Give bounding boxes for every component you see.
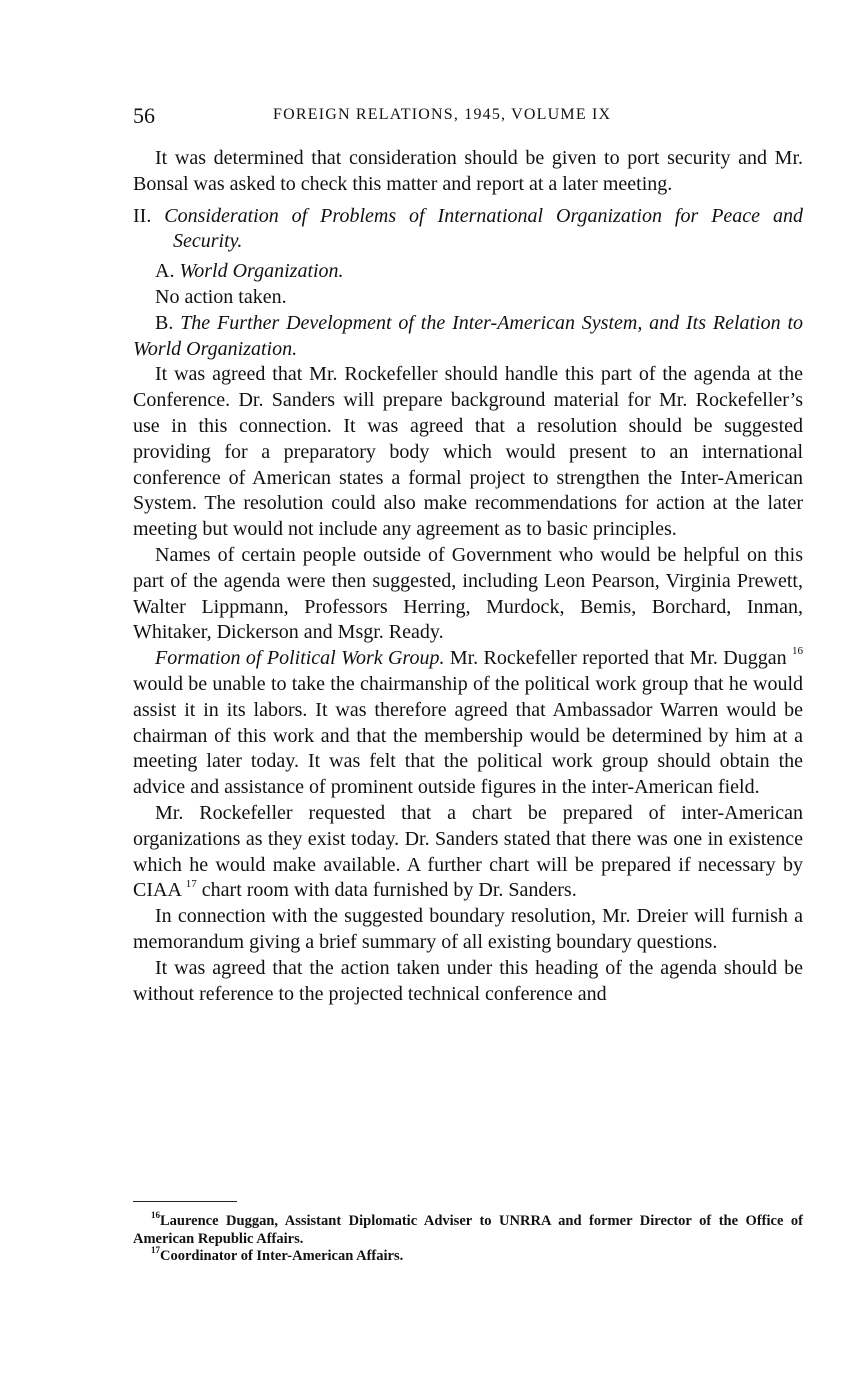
body-text <box>133 146 803 1007</box>
section-label: II. <box>133 204 152 227</box>
subsection-heading-b <box>133 311 803 363</box>
footnote-ref-17: 17 <box>185 877 197 890</box>
paragraph-rockefeller: It was agreed that Mr. Rockefeller should handle this part of the agenda at the Conference. Dr. Sanders will prepare background material for Mr. Rockefeller’s use in this connection. It was agreed that a resolution should be suggested providing for a preparatory body which would present to an international conference of American states a formal project to strengthen the Inter-American System. The resolution could also make recommendations for action at the later meeting but would not include any agreement as to basic principles. <box>133 363 803 541</box>
footnotes <box>133 1210 803 1266</box>
running-title: FOREIGN RELATIONS, 1945, VOLUME IX <box>273 106 612 123</box>
footnote-17: $^{17}$Coordinator of Inter-American Affairs. <box>151 1245 404 1264</box>
paragraph-formation: Formation of Political Work Group. Mr. Rockefeller reported that Mr. Duggan $^{16}$ would be unable to take the chairmanship of the political work group that he would assist it in its labors. It was therefore agreed that Ambassador Warren would be chairman of this work and that the membership would be determined by him at a meeting later today. It was felt that the political work group should obtain the advice and assistance of prominent outside figures in the inter-American field. <box>133 645 803 799</box>
footnote-divider <box>133 1201 237 1202</box>
paragraph-names: Names of certain people outside of Government who would be helpful on this part of the agenda were then suggested, including Leon Pearson, Virginia Prewett, Walter Lippmann, Professors Herring, Murdock, Bemis, Borchard, Inman, Whitaker, Dickerson and Msgr. Ready. <box>133 543 803 644</box>
paragraph-chart: Mr. Rockefeller requested that a chart be prepared of inter-American organizations as they exist today. Dr. Sanders stated that there was one in existence which he would make available. A further chart will be prepared if necessary by CIAA $^{17}$ chart room with data furnished by Dr. Sanders. <box>133 801 803 902</box>
page-number: 56 <box>133 103 155 128</box>
footnote-ref-16: 16 <box>792 645 803 658</box>
subsection-label: B. <box>155 311 174 334</box>
subsection-label: A. <box>155 260 175 283</box>
page-header <box>133 103 803 129</box>
subsection-title: World Organization. <box>179 260 344 283</box>
paragraph-no-action: No action taken. <box>155 285 287 308</box>
section-title: Consideration of Problems of International Organization for Peace and Security. <box>164 204 804 253</box>
section-heading-ii <box>133 204 803 256</box>
footnote-16: $^{16}$Laurence Duggan, Assistant Diplomatic Adviser to UNRRA and former Director of the Office of American Republic Affairs. <box>133 1210 803 1247</box>
subsection-heading-a <box>133 259 803 285</box>
paragraph-boundary: In connection with the suggested boundary resolution, Mr. Dreier will furnish a memorandum giving a brief summary of all existing boundary questions. <box>133 905 803 953</box>
paragraph-port-security: It was determined that consideration should be given to port security and Mr. Bonsal was asked to check this matter and report at a later meeting. <box>133 147 803 195</box>
paragraph-final: It was agreed that the action taken under this heading of the agenda should be without reference to the projected technical conference and <box>133 956 803 1005</box>
subsection-title: The Further Development of the Inter-American System, and Its Relation to World Organization. <box>133 311 804 360</box>
run-in-heading: Formation of Political Work Group. <box>155 647 445 670</box>
